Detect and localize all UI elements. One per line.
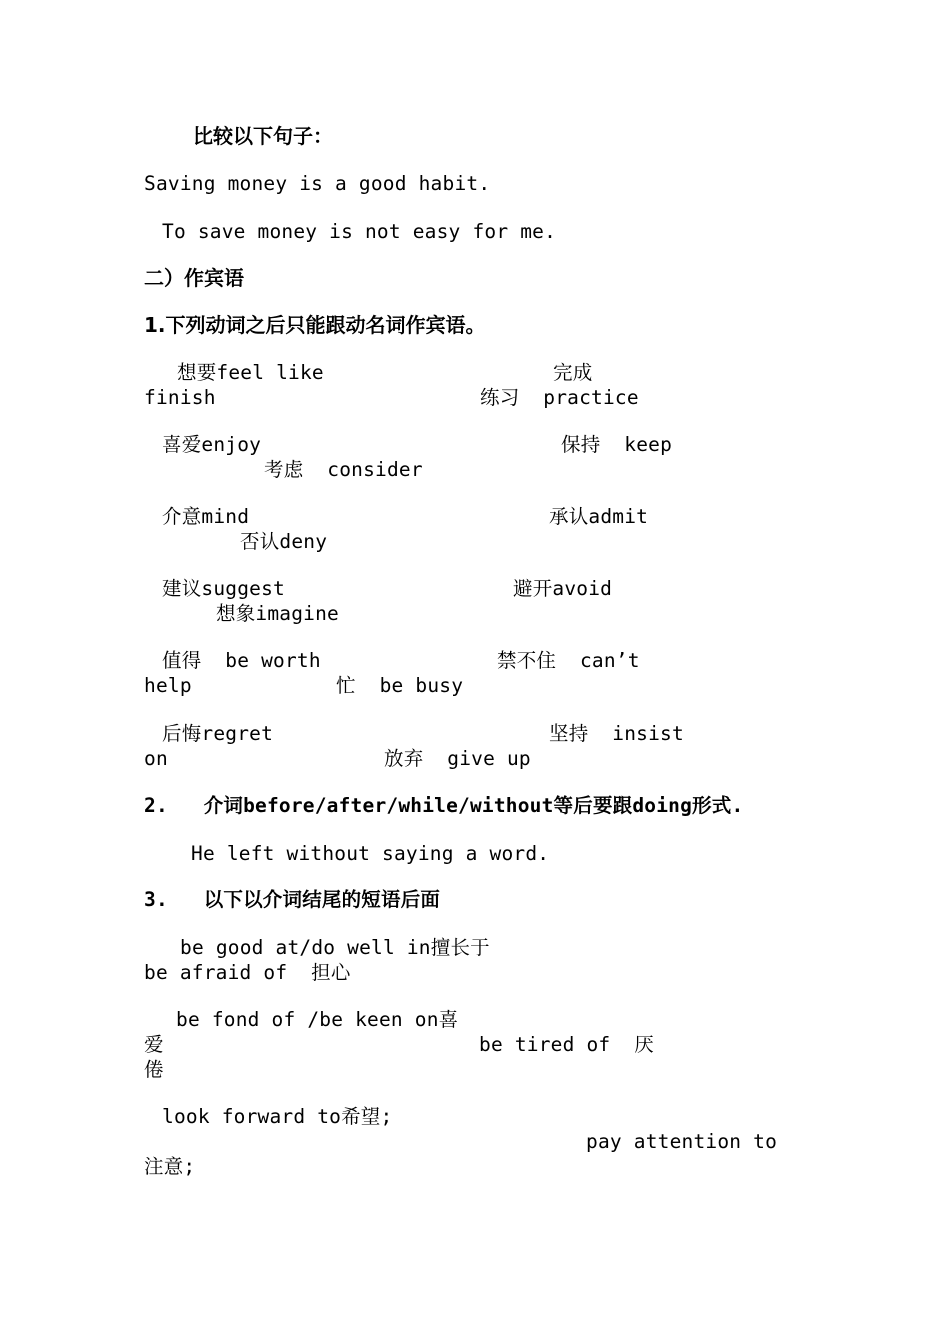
- item-1-heading: 1.下列动词之后只能跟动名词作宾语。: [144, 313, 486, 337]
- compare-heading: 比较以下句子：: [193, 124, 333, 148]
- verb-feel-like: 想要feel like: [177, 361, 324, 384]
- phrase-be-tired-of-cont: 倦: [144, 1058, 164, 1081]
- verb-enjoy: 喜爱enjoy: [162, 433, 262, 456]
- verb-consider: 考虑 consider: [264, 458, 423, 481]
- item-2-example: He left without saying a word.: [191, 842, 550, 865]
- example-sentence-2: To save money is not easy for me.: [162, 220, 557, 243]
- verb-keep: 保持 keep: [561, 433, 673, 456]
- verb-practice: 练习 practice: [480, 386, 639, 409]
- verb-cant-help-cont: help: [144, 674, 192, 697]
- verb-deny: 否认deny: [240, 530, 328, 553]
- verb-mind: 介意mind: [162, 505, 250, 528]
- verb-cant-help: 禁不住 can’t: [497, 649, 640, 672]
- item-3-heading: 3. 以下以介词结尾的短语后面: [144, 888, 441, 911]
- verb-suggest: 建议suggest: [162, 577, 285, 600]
- phrase-be-good-at: be good at/do well in擅长于: [180, 936, 490, 959]
- phrase-be-tired-of: be tired of 厌: [479, 1033, 654, 1056]
- phrase-pay-attention-to-cont: 注意;: [144, 1155, 196, 1178]
- phrase-be-afraid-of: be afraid of 担心: [144, 961, 351, 984]
- section-heading: 二）作宾语: [144, 266, 244, 290]
- verb-finish-cn: 完成: [553, 361, 593, 384]
- phrase-be-fond-of: be fond of /be keen on喜: [176, 1008, 459, 1031]
- verb-give-up: 放弃 give up: [384, 747, 531, 770]
- verb-avoid: 避开avoid: [513, 577, 613, 600]
- verb-imagine: 想象imagine: [216, 602, 339, 625]
- phrase-be-fond-of-cont: 爱: [144, 1033, 164, 1056]
- example-sentence-1: Saving money is a good habit.: [144, 172, 491, 195]
- verb-be-worth: 值得 be worth: [162, 649, 321, 672]
- phrase-look-forward-to: look forward to希望;: [162, 1105, 393, 1128]
- verb-be-busy: 忙 be busy: [336, 674, 464, 697]
- phrase-pay-attention-to: pay attention to: [586, 1130, 778, 1153]
- verb-regret: 后悔regret: [162, 722, 274, 745]
- verb-finish: finish: [144, 386, 216, 409]
- verb-admit: 承认admit: [549, 505, 649, 528]
- item-2-heading: 2. 介词before/after/while/without等后要跟doing形式.: [144, 794, 744, 817]
- verb-insist-on-cont: on: [144, 747, 168, 770]
- verb-insist-on: 坚持 insist: [549, 722, 684, 745]
